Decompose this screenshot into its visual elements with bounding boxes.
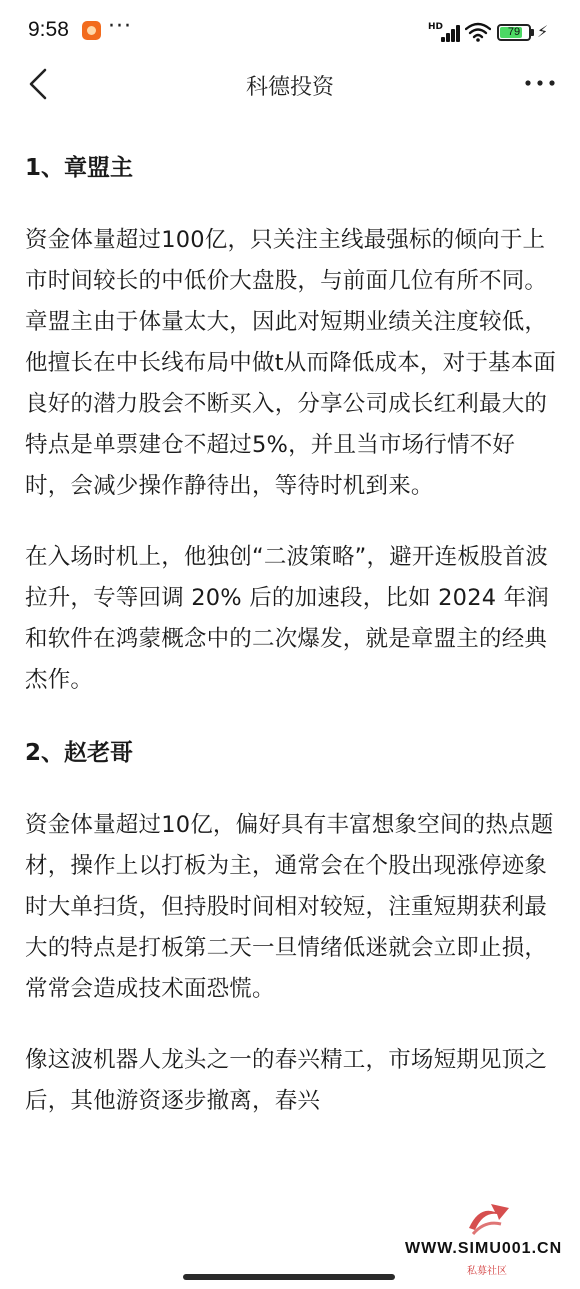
article-body <box>25 146 560 1152</box>
watermark-site: WWW.SIMU001.CN <box>405 1240 563 1257</box>
page-title: 科德投资 <box>245 75 334 100</box>
paragraph: 资金体量超过100亿，只关注主线最强标的倾向于上市时间较长的中低价大盘股，与前面几位有所不同。章盟主由于体量太大，因此对短期业绩关注度较低，他擅长在中长线布局中做t从而降低成本，对于基本面良好的潜力股会不断买入，分享公司成长红利最大的特点是单票建仓不超过5%，并且当市场行情不好时，会减少操作静待出，等待时机到来。 <box>25 227 557 499</box>
watermark-logo-icon <box>465 1198 513 1238</box>
battery-level: 79 <box>507 26 521 38</box>
section-heading-zhaolaoge: 2、赵老哥 <box>25 740 134 766</box>
wifi-icon <box>465 22 491 42</box>
status-bar <box>0 0 580 64</box>
nav-bar <box>0 64 580 118</box>
signal-icon <box>433 24 459 42</box>
app-notification-icon <box>82 21 101 40</box>
section-heading-zhangmengzhu: 1、章盟主 <box>25 155 134 181</box>
watermark <box>405 1198 575 1278</box>
watermark-label: 私募社区 <box>467 1266 507 1277</box>
charging-icon: ⚡ <box>537 22 549 41</box>
paragraph: 资金体量超过10亿，偏好具有丰富想象空间的热点题材，操作上以打板为主，通常会在个股出现涨停迹象时大单扫货，但持股时间相对较短，注重短期获利最大的特点是打板第二天一旦情绪低迷就会立即止损，常常会造成技术面恐慌。 <box>25 812 554 1002</box>
battery-nub <box>531 29 534 36</box>
battery-icon <box>497 24 531 41</box>
more-notifications-icon: ··· <box>108 14 132 39</box>
paragraph: 像这波机器人龙头之一的春兴精工，市场短期见顶之后，其他游资逐步撤离，春兴 <box>25 1047 548 1114</box>
paragraph: 在入场时机上，他独创“二波策略”，避开连板股首波拉升，专等回调 20% 后的加速段，比如 2024 年润和软件在鸿蒙概念中的二次爆发，就是章盟主的经典杰作。 <box>25 544 549 693</box>
status-time: 9:58 <box>28 18 69 41</box>
home-indicator[interactable] <box>183 1274 395 1280</box>
more-menu-button[interactable] <box>520 68 560 98</box>
more-horizontal-icon <box>524 79 556 87</box>
hd-label: HD <box>428 22 444 32</box>
